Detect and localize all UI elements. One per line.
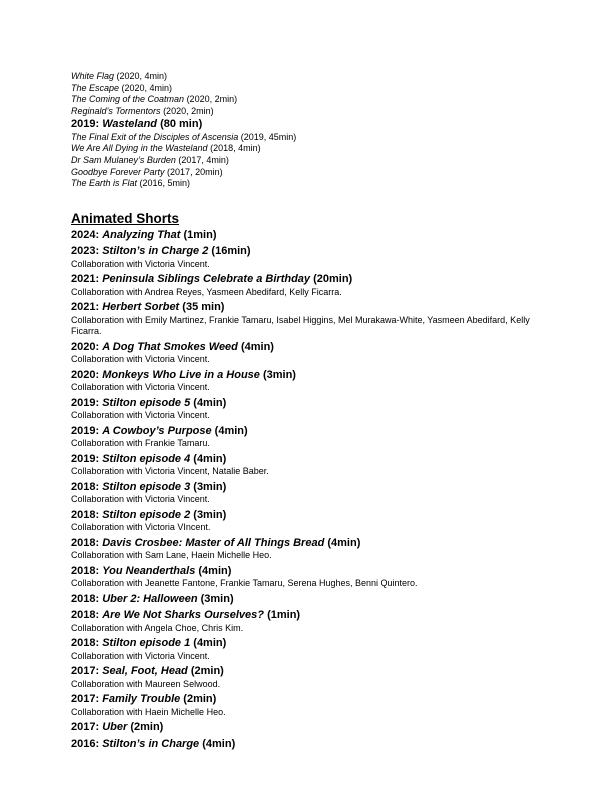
film-title: Wasteland xyxy=(102,118,158,131)
collaboration-note: Collaboration with Victoria Vincent. xyxy=(71,354,210,365)
animated-short-entry xyxy=(71,636,543,650)
film-details: (2018, 4min) xyxy=(207,143,261,154)
animated-short-entry xyxy=(71,608,543,622)
collaboration-note: Collaboration with Victoria Vincent, Natalie Baber. xyxy=(71,466,269,477)
film-title: Goodbye Forever Party xyxy=(71,166,165,177)
film-details: (2017, 20min) xyxy=(164,166,223,177)
short-title: A Cowboy’s Purpose xyxy=(102,424,212,437)
film-details: (2020, 4min) xyxy=(119,82,173,93)
film-entry xyxy=(71,155,543,167)
short-title: Are We Not Sharks Ourselves? xyxy=(102,609,265,622)
short-year: 2018: xyxy=(71,536,103,549)
short-duration: (16min) xyxy=(208,245,251,258)
collaboration-note: Collaboration with Victoria Vincent. xyxy=(71,258,210,269)
short-year: 2018: xyxy=(71,592,103,605)
short-duration: (35 min) xyxy=(179,301,225,314)
short-duration: (3min) xyxy=(190,480,227,493)
short-year: 2017: xyxy=(71,693,103,706)
short-year: 2023: xyxy=(71,245,103,258)
animated-short-entry xyxy=(71,592,543,606)
animated-short-entry xyxy=(71,737,543,751)
short-year: 2016: xyxy=(71,737,103,750)
short-title: Peninsula Siblings Celebrate a Birthday xyxy=(102,273,311,286)
short-duration: (4min) xyxy=(190,637,227,650)
short-year: 2018: xyxy=(71,609,103,622)
short-year: 2018: xyxy=(71,564,103,577)
animated-shorts-list xyxy=(71,228,543,751)
film-title: The Coming of the Coatman xyxy=(71,94,185,105)
short-title: Stilton episode 5 xyxy=(102,396,191,409)
animated-short-entry xyxy=(71,396,543,410)
short-title: Analyzing That xyxy=(102,228,181,241)
collaboration-note: Collaboration with Emily Martinez, Frankie Tamaru, Isabel Higgins, Mel Murakawa-White, Yasmeen Abedifard, Kelly Ficarra. xyxy=(71,314,530,337)
short-title: Herbert Sorbet xyxy=(102,301,180,314)
film-entry xyxy=(71,83,543,95)
short-title: Seal, Foot, Head xyxy=(102,665,188,678)
short-duration: (4min) xyxy=(190,452,227,465)
film-entry xyxy=(71,106,543,118)
collaboration-note: Collaboration with Haein Michelle Heo. xyxy=(71,706,226,717)
animated-short-entry xyxy=(71,692,543,706)
short-year: 2021: xyxy=(71,301,103,314)
short-duration: (1min) xyxy=(180,228,217,241)
collaboration-note: Collaboration with Frankie Tamaru. xyxy=(71,438,210,449)
collaboration-note: Collaboration with Maureen Selwood. xyxy=(71,678,221,689)
short-duration: (1min) xyxy=(264,609,301,622)
short-title: Davis Crosbee: Master of All Things Bread xyxy=(102,536,325,549)
animated-short-entry xyxy=(71,228,543,242)
short-duration: (20min) xyxy=(310,273,353,286)
short-year: 2019: xyxy=(71,452,103,465)
collaboration-note: Collaboration with Angela Choe, Chris Kim. xyxy=(71,622,244,633)
film-entry xyxy=(71,167,543,179)
short-title: Monkeys Who Live in a House xyxy=(102,368,260,381)
collaboration-note: Collaboration with Sam Lane, Haein Michelle Heo. xyxy=(71,550,272,561)
collaboration-note: Collaboration with Victoria Vincent. xyxy=(71,650,210,661)
animated-short-entry xyxy=(71,272,543,286)
short-year: 2017: xyxy=(71,721,103,734)
film-details: (2020, 2min) xyxy=(184,94,238,105)
collaboration-note: Collaboration with Andrea Reyes, Yasmeen Abedifard, Kelly Ficarra. xyxy=(71,286,342,297)
film-title: We Are All Dying in the Wasteland xyxy=(71,143,208,154)
short-year: 2018: xyxy=(71,637,103,650)
animated-short-entry xyxy=(71,508,543,522)
film-title: Dr Sam Mulaney’s Burden xyxy=(71,154,176,165)
film-entry xyxy=(71,178,543,190)
film-entry xyxy=(71,71,543,83)
document-page xyxy=(71,71,543,751)
short-year: 2020: xyxy=(71,340,103,353)
film-entry xyxy=(71,94,543,106)
short-title: Stilton episode 1 xyxy=(102,637,191,650)
film-title: The Final Exit of the Disciples of Ascensia xyxy=(71,131,239,142)
film-details: (2016, 5min) xyxy=(137,178,191,189)
short-title: Stilton’s in Charge xyxy=(102,737,200,750)
film-entry xyxy=(71,143,543,155)
film-year: 2019: xyxy=(71,118,103,131)
animated-short-entry xyxy=(71,300,543,314)
short-duration: (2min) xyxy=(127,721,164,734)
animated-short-entry xyxy=(71,424,543,438)
collaboration-note: Collaboration with Victoria Vincent. xyxy=(71,410,210,421)
short-duration: (3min) xyxy=(259,368,296,381)
short-year: 2018: xyxy=(71,480,103,493)
animated-short-entry xyxy=(71,664,543,678)
short-title: Uber 2: Halloween xyxy=(102,592,198,605)
short-title: Stilton episode 2 xyxy=(102,508,191,521)
feature-film-entry xyxy=(71,117,543,131)
short-year: 2021: xyxy=(71,273,103,286)
short-title: Family Trouble xyxy=(102,693,181,706)
short-duration: (3min) xyxy=(190,508,227,521)
animated-short-entry xyxy=(71,340,543,354)
short-duration: (4min) xyxy=(195,564,232,577)
short-title: Stilton episode 4 xyxy=(102,452,191,465)
short-title: A Dog That Smokes Weed xyxy=(102,340,238,353)
film-title: The Escape xyxy=(71,82,120,93)
animated-short-entry xyxy=(71,452,543,466)
film-details: (80 min) xyxy=(157,118,203,131)
short-title: Uber xyxy=(102,721,128,734)
short-year: 2024: xyxy=(71,228,103,241)
film-details: (2019, 45min) xyxy=(238,131,297,142)
short-duration: (4min) xyxy=(199,737,236,750)
short-title: Stilton episode 3 xyxy=(102,480,191,493)
short-duration: (4min) xyxy=(324,536,361,549)
short-year: 2020: xyxy=(71,368,103,381)
short-duration: (4min) xyxy=(211,424,248,437)
animated-short-entry xyxy=(71,480,543,494)
short-title: Stilton’s in Charge 2 xyxy=(102,245,209,258)
section-heading-animated-shorts: Animated Shorts xyxy=(71,210,180,226)
short-duration: (2min) xyxy=(187,665,224,678)
film-title: White Flag xyxy=(71,71,115,81)
collaboration-note: Collaboration with Jeanette Fantone, Frankie Tamaru, Serena Hughes, Benni Quintero. xyxy=(71,578,418,589)
film-title: Reginald’s Tormentors xyxy=(71,105,161,116)
collaboration-note: Collaboration with Victoria Vincent. xyxy=(71,382,210,393)
short-year: 2019: xyxy=(71,424,103,437)
animated-short-entry xyxy=(71,244,543,258)
short-year: 2017: xyxy=(71,665,103,678)
short-duration: (4min) xyxy=(190,396,227,409)
film-details: (2017, 4min) xyxy=(175,154,229,165)
film-title: The Earth is Flat xyxy=(71,178,138,189)
short-duration: (2min) xyxy=(180,693,217,706)
film-details: (2020, 2min) xyxy=(160,105,214,116)
short-duration: (3min) xyxy=(197,592,234,605)
short-duration: (4min) xyxy=(237,340,274,353)
short-year: 2018: xyxy=(71,508,103,521)
animated-short-entry xyxy=(71,720,543,734)
animated-short-entry xyxy=(71,536,543,550)
films-list xyxy=(71,71,543,190)
short-title: You Neanderthals xyxy=(102,564,196,577)
collaboration-note: Collaboration with Victoria VIncent. xyxy=(71,522,211,533)
short-year: 2019: xyxy=(71,396,103,409)
film-details: (2020, 4min) xyxy=(114,71,168,81)
animated-short-entry xyxy=(71,368,543,382)
animated-short-entry xyxy=(71,564,543,578)
collaboration-note: Collaboration with Victoria Vincent. xyxy=(71,494,210,505)
film-entry xyxy=(71,132,543,144)
